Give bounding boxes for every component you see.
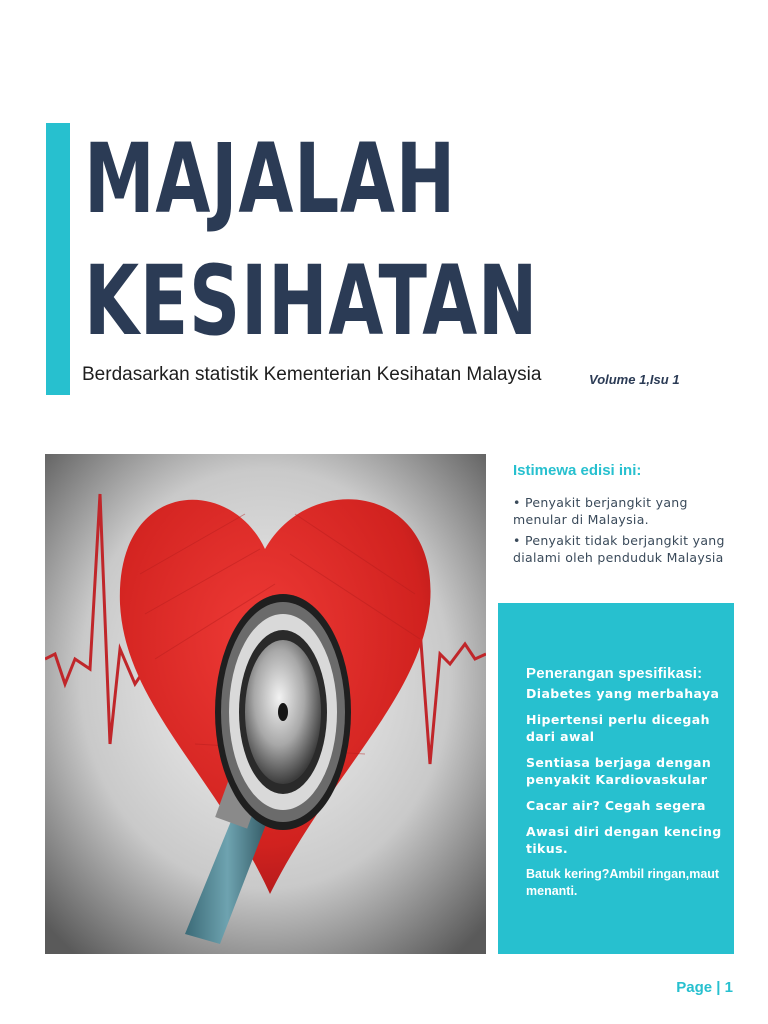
page-number: Page | 1 <box>676 979 733 996</box>
list-item: Hipertensi perlu dicegah dari awal <box>526 712 710 744</box>
sidebox-heading: Penerangan spesifikasi: <box>526 665 703 682</box>
sidebox-list <box>526 685 722 900</box>
features-list <box>513 494 733 566</box>
title-line-1: MAJALAH <box>84 123 456 235</box>
list-item: Batuk kering?Ambil ringan,maut menanti. <box>526 867 720 898</box>
volume-issue: Volume 1,Isu 1 <box>589 372 680 387</box>
heart-stethoscope-icon <box>45 454 486 954</box>
subtitle: Berdasarkan statistik Kementerian Kesihatan Malaysia <box>82 364 542 385</box>
list-item: Cacar air? Cegah segera <box>526 798 706 813</box>
list-item: • Penyakit berjangkit yang menular di Malaysia. <box>513 495 688 527</box>
hero-image <box>45 454 486 954</box>
accent-bar <box>46 123 70 395</box>
list-item: Awasi diri dengan kencing tikus. <box>526 824 722 856</box>
list-item: Diabetes yang merbahaya <box>526 686 720 701</box>
features-heading: Istimewa edisi ini: <box>513 462 642 479</box>
magazine-title <box>84 118 538 362</box>
features-panel <box>513 462 733 570</box>
title-line-2: KESIHATAN <box>84 245 539 357</box>
list-item: Sentiasa berjaga dengan penyakit Kardiovaskular <box>526 755 712 787</box>
list-item: • Penyakit tidak berjangkit yang dialami oleh penduduk Malaysia <box>513 533 725 565</box>
specification-box <box>498 603 734 954</box>
